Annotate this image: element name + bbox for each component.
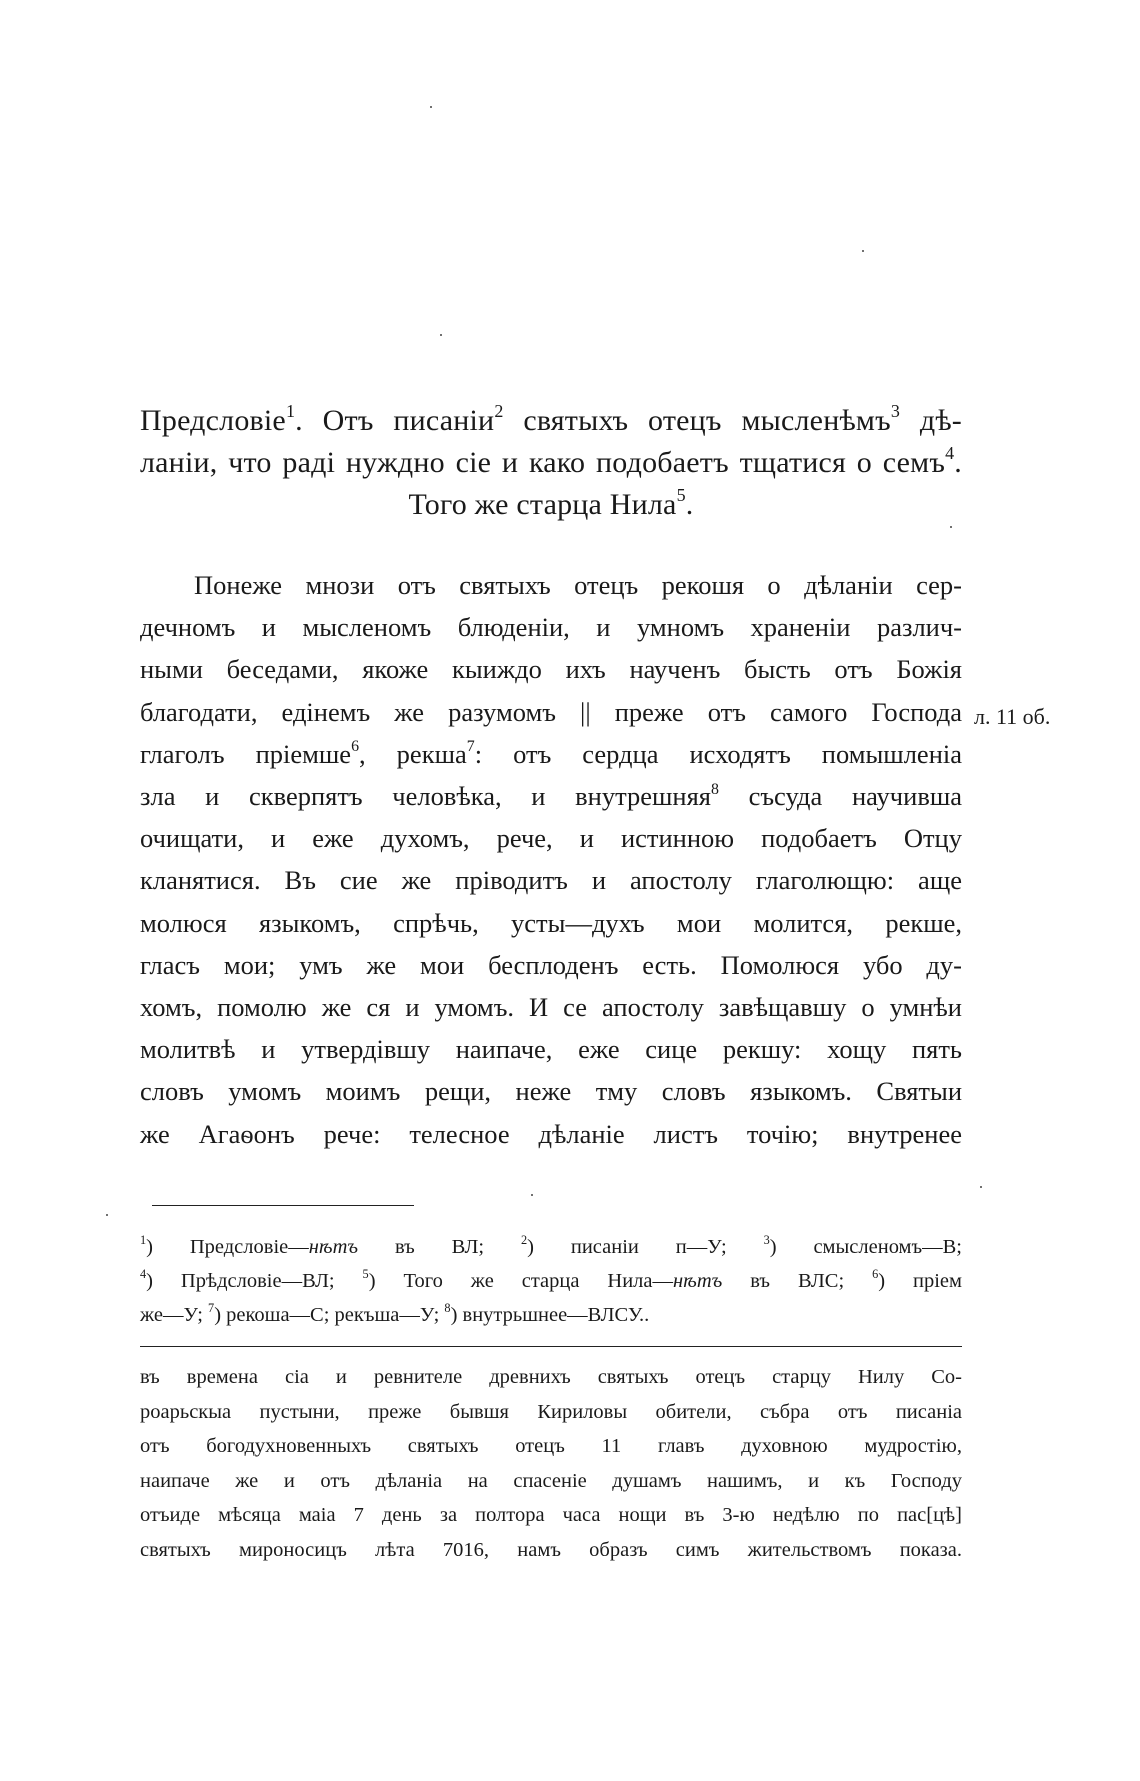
footnote-ref: 5: [676, 485, 686, 506]
marginal-folio-note: л. 11 об.: [974, 704, 1051, 729]
body-line: дечномъ и мысленомъ блюденіи, и умномъ храненіи различ-: [140, 612, 962, 643]
scan-speck: [980, 1186, 982, 1188]
body-line: молюся языкомъ, спрѣчь, усты—духъ мои молится, рекше,: [140, 907, 962, 938]
footnote-line: [140, 1264, 962, 1298]
scan-speck: [440, 334, 442, 336]
body-text: , рекша: [359, 738, 467, 769]
footnote-text: въ ВЛ;: [358, 1236, 485, 1258]
footnote-marker: 8: [444, 1300, 451, 1315]
footnote-ref: 4: [945, 443, 955, 464]
footnote-text: ) внутрьшнее—ВЛСУ..: [450, 1304, 650, 1326]
heading-text: дѣ-: [900, 404, 962, 437]
footnote-ref: 3: [890, 401, 901, 422]
footnote-line: [140, 1298, 962, 1332]
body-text: : отъ сердца исходятъ помышленіа: [474, 738, 963, 769]
note-line: отъ богодухновенныхъ святыхъ отецъ 11 главъ духовною мудростію,: [140, 1435, 962, 1457]
footnote-italic: нѣтъ: [308, 1236, 359, 1258]
footnote-text: же—У;: [140, 1304, 203, 1326]
footnote-line: [140, 1230, 962, 1264]
note-line: наипаче же и отъ дѣланіа на спасеніе душамъ нашимъ, и къ Господу: [140, 1469, 962, 1492]
footnote-ref: 2: [494, 401, 504, 422]
heading-text: Предсловіе: [140, 404, 286, 437]
scan-speck: [430, 106, 432, 108]
note-line: роарьскыа пустыни, преже бывшя Кириловы обители, събра отъ писаніа: [140, 1400, 962, 1423]
heading-text: .: [685, 488, 694, 521]
footnote-text: въ ВЛС;: [722, 1270, 845, 1292]
heading-line-2: [140, 442, 962, 484]
body-text: глаголъ пріемше: [140, 738, 352, 769]
scan-speck: [106, 1214, 108, 1216]
footnote-text: ) Того же старца Нила—: [368, 1270, 674, 1292]
footnote-marker: 7: [208, 1300, 215, 1315]
footnote-marker: 2: [520, 1232, 528, 1247]
footnote-ref: 8: [710, 780, 719, 798]
footnote-text: ) писаніи п—У;: [527, 1236, 727, 1258]
scan-speck: [862, 250, 864, 252]
scan-speck: [531, 1194, 533, 1196]
body-paragraph: [140, 564, 962, 1155]
body-text: съсуда научивша: [718, 781, 962, 812]
body-text: зла и скверпятъ человѣка, и внутрешняя: [140, 781, 711, 812]
chapter-heading: [140, 400, 962, 526]
footnote-text: ) смысленомъ—В;: [769, 1236, 962, 1258]
note-line: святыхъ мироносицъ лѣта 7016, намъ образъ симъ жительствомъ показа.: [140, 1538, 962, 1561]
body-line: молитвѣ и утвердівшу наипаче, еже сице рекшу: хощу пять: [140, 1034, 962, 1065]
body-line: же Агаѳонъ рече: телесное дѣланіе листъ точію; внутренее: [140, 1118, 962, 1149]
body-line: хомъ, помолю же ся и умомъ. И се апостолу завѣщавшу о умнѣи: [140, 992, 962, 1023]
body-line: [140, 733, 962, 775]
footnote-marker: 4: [140, 1266, 147, 1281]
footnote-marker: 6: [872, 1266, 879, 1281]
footnotes: [140, 1230, 962, 1332]
footnote-ref: 6: [351, 738, 360, 756]
body-line: гласъ мои; умъ же мои бесплоденъ есть. Помолюся убо ду-: [140, 949, 962, 980]
footnote-marker: 3: [763, 1232, 770, 1247]
footnote-ref: 1: [285, 401, 296, 422]
heading-line-3: [140, 484, 962, 526]
footnote-text: ) рекоша—С; рекъша—У;: [214, 1304, 440, 1326]
footnote-italic: нѣтъ: [673, 1270, 723, 1292]
heading-text: .: [954, 446, 962, 479]
footnote-marker: 5: [362, 1266, 369, 1281]
body-line: кланятися. Въ сие же пріводитъ и апостолу глаголющю: аще: [140, 865, 962, 896]
footnote-ref: 7: [466, 738, 475, 756]
continued-note: [140, 1360, 962, 1567]
footnote-divider: [152, 1205, 414, 1206]
heading-text: . Отъ писаніи: [295, 404, 495, 437]
footnote-marker: 1: [140, 1232, 147, 1247]
footnote-text: ) пріем: [878, 1270, 963, 1292]
note-line: въ времена сіа и ревнителе древнихъ святыхъ отецъ старцу Нилу Со-: [140, 1366, 962, 1388]
note-divider: [140, 1346, 962, 1347]
heading-text: святыхъ отецъ мысленѣмъ: [503, 404, 891, 437]
footnote-text: ) Предсловіе—: [146, 1236, 309, 1258]
body-line: [140, 775, 962, 817]
body-line: ными беседами, якоже кыиждо ихъ наученъ бысть отъ Божія: [140, 654, 962, 685]
heading-text: Того же старца Нила: [408, 488, 677, 521]
body-line: Понеже мнози отъ святыхъ отецъ рекошя о дѣланіи сер-: [194, 570, 962, 600]
heading-line-1: [140, 400, 962, 442]
heading-text: ланіи, что раді нуждно сіе и како подобаетъ тщатися о семъ: [140, 446, 946, 479]
scan-speck: [950, 526, 952, 528]
footnote-text: ) Прѣдсловіе—ВЛ;: [146, 1270, 335, 1292]
body-line: очищати, и еже духомъ, рече, и истинною подобаетъ Отцу: [140, 823, 962, 854]
body-line: благодати, едінемъ же разумомъ || преже отъ самого Господа: [140, 696, 962, 727]
body-line: словъ умомъ моимъ рещи, неже тму словъ языкомъ. Святыи: [140, 1076, 962, 1107]
note-line: отъиде мѣсяца маіа 7 день за полтора часа нощи въ 3-ю недѣлю по пас[цѣ]: [140, 1504, 962, 1526]
